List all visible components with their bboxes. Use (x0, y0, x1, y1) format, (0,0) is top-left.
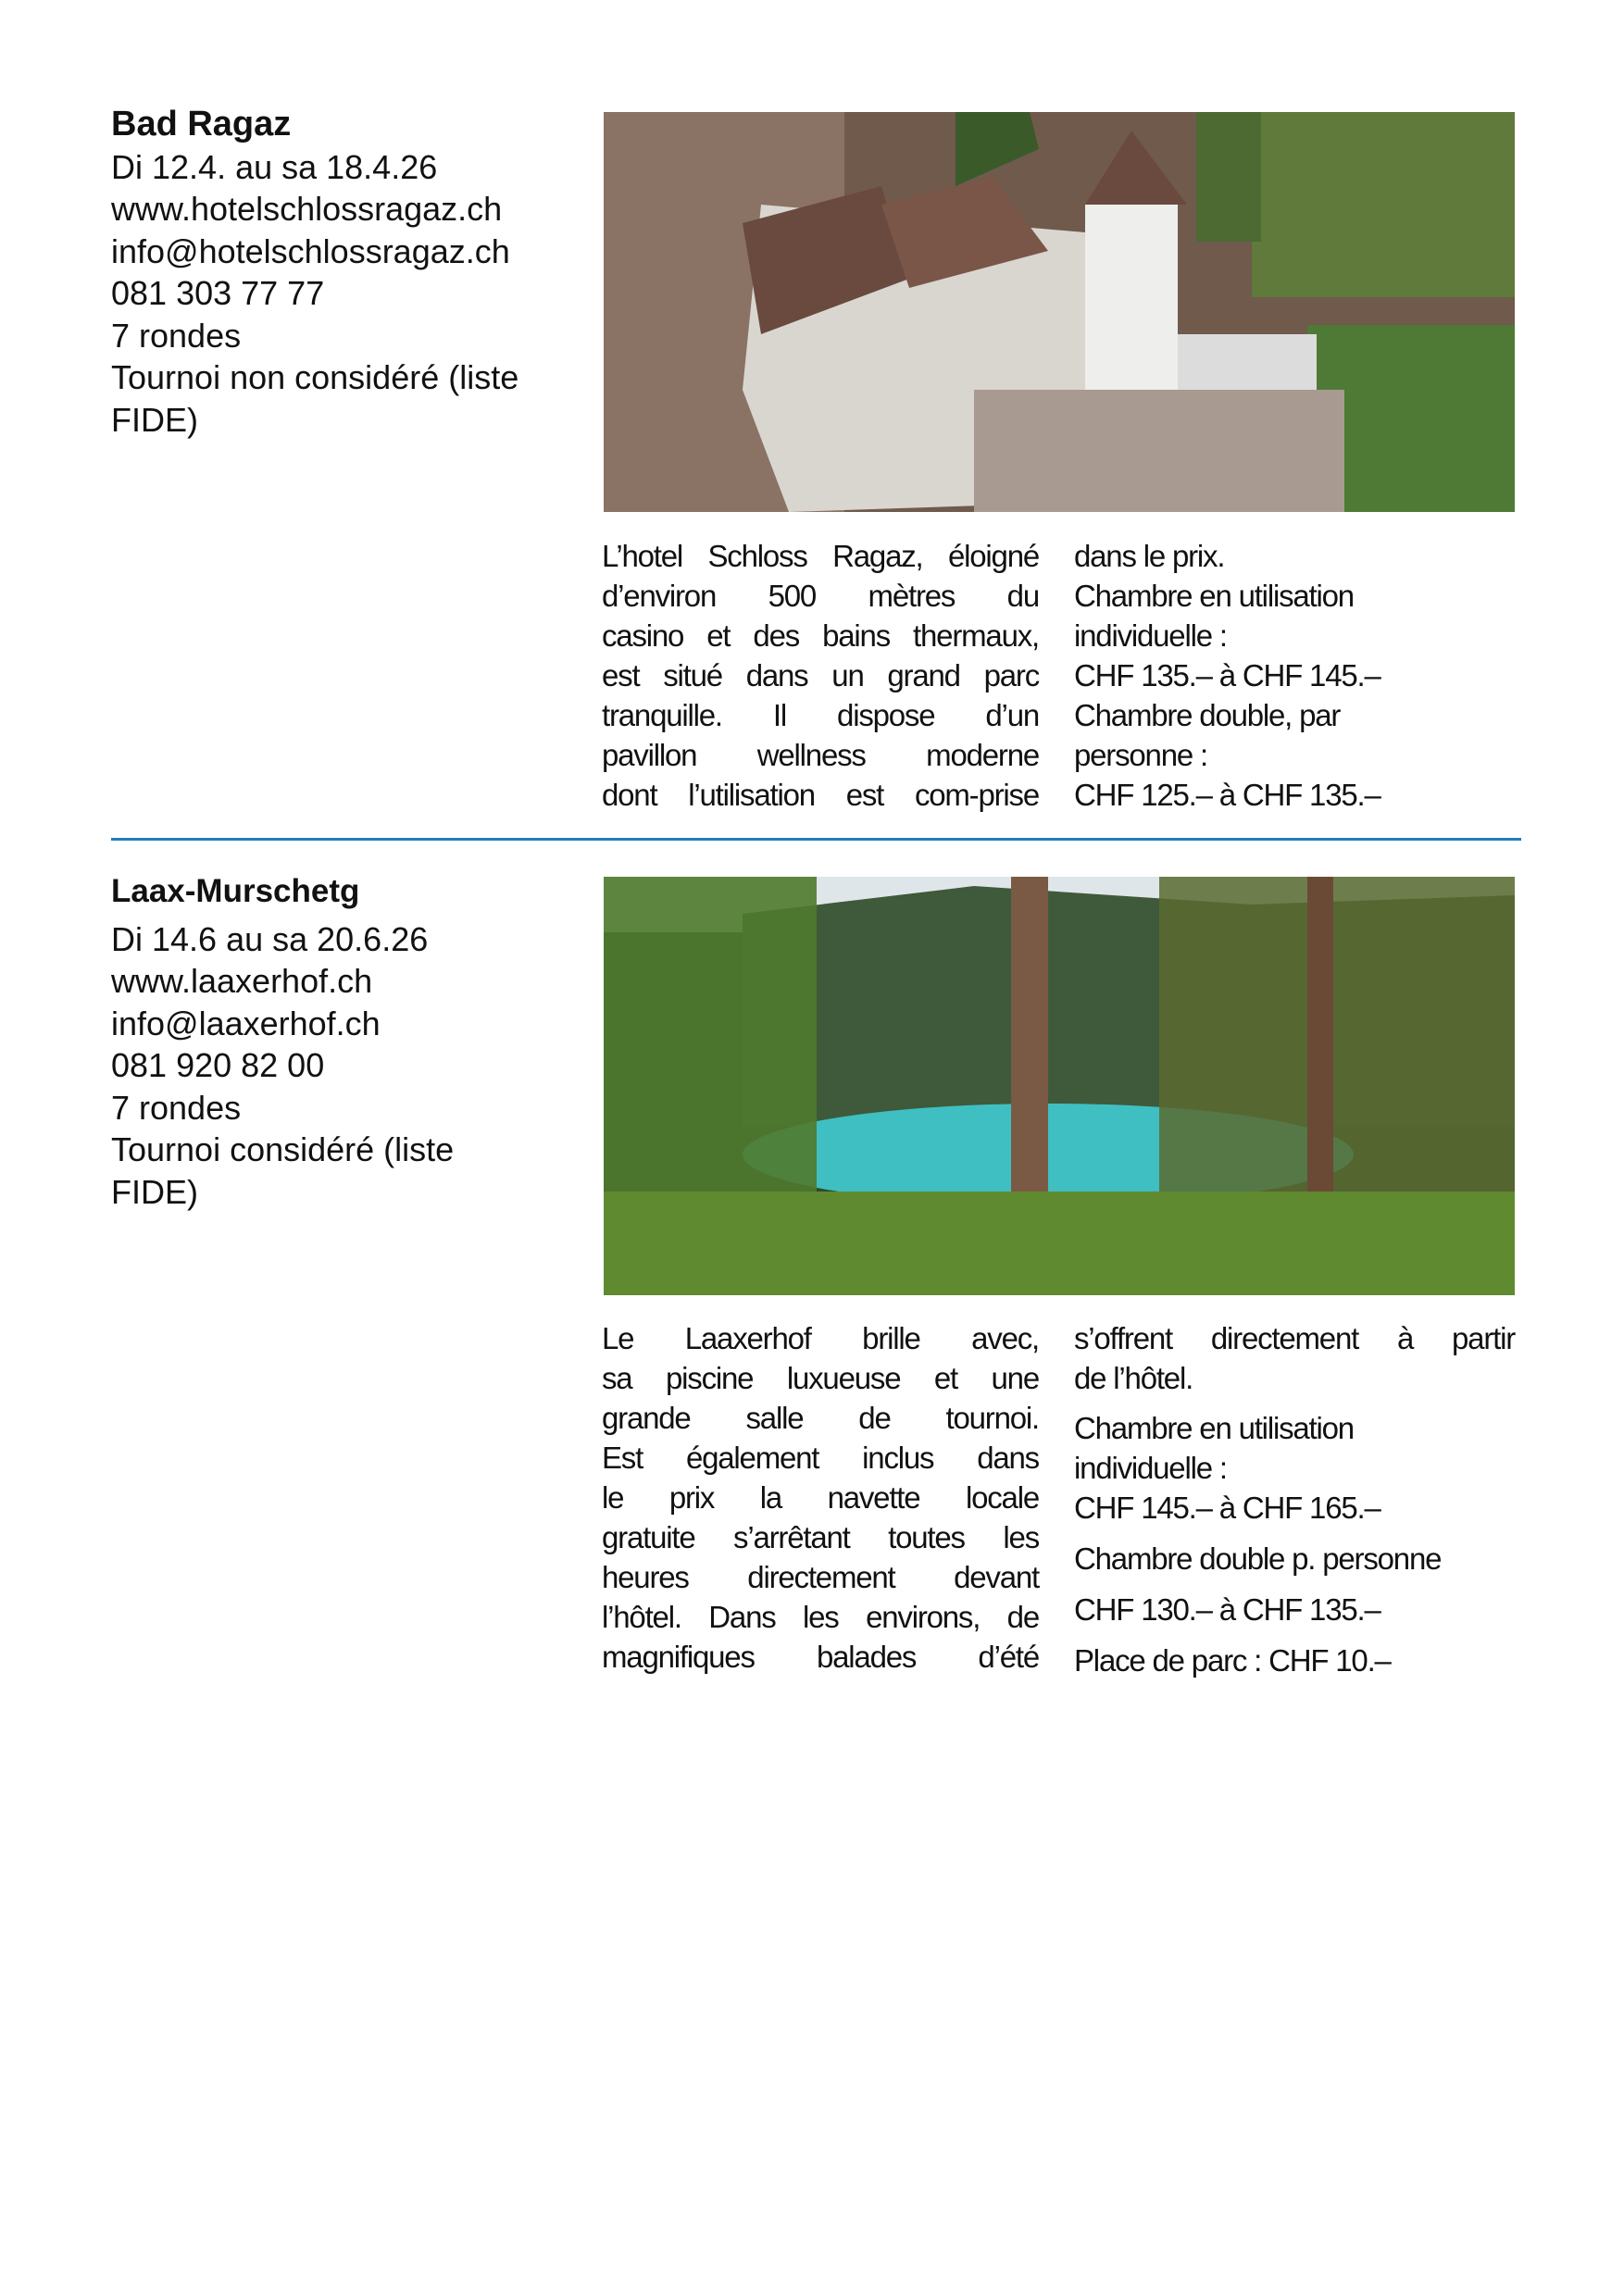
description-line: est situé dans un grand parc (602, 658, 1039, 693)
description-line: le prix la navette locale (602, 1480, 1039, 1515)
price-line: CHF 135.– à CHF 145.– (1074, 658, 1380, 693)
description-line: pavillon wellness moderne (602, 738, 1039, 772)
price-line: individuelle : (1074, 1451, 1227, 1485)
description-line: L’hotel Schloss Ragaz, éloigné (602, 539, 1039, 573)
price-line: Chambre en utilisation (1074, 579, 1354, 613)
laaxerhof-lake-photo (604, 877, 1515, 1295)
price-line: personne : (1074, 738, 1207, 772)
entry-rating: Tournoi non considéré (liste FIDE) (111, 358, 519, 439)
lake-image (604, 877, 1515, 1295)
entry-description (602, 536, 1039, 815)
entry-email[interactable]: info@laaxerhof.ch (111, 1004, 381, 1042)
description-line: casino et des bains thermaux, (602, 618, 1039, 653)
price-line: de l’hôtel. (1074, 1361, 1193, 1395)
price-line: dans le prix. (1074, 539, 1225, 573)
price-line: CHF 130.– à CHF 135.– (1074, 1592, 1380, 1627)
price-line: individuelle : (1074, 618, 1227, 653)
entry-email[interactable]: info@hotelschlossragaz.ch (111, 231, 510, 270)
entry-phone: 081 920 82 00 (111, 1046, 325, 1084)
description-line: Est également inclus dans (602, 1441, 1039, 1475)
entry-website[interactable]: www.hotelschlossragaz.ch (111, 190, 503, 228)
entry-title: Laax-Murschetg (111, 873, 360, 909)
entry-phone: 081 303 77 77 (111, 274, 325, 312)
entry-rating: Tournoi considéré (liste FIDE) (111, 1130, 455, 1211)
price-line: Place de parc : CHF 10.– (1074, 1643, 1391, 1678)
entry-description (602, 1318, 1039, 1677)
entry-prices (1074, 1318, 1518, 1680)
entry-rounds: 7 rondes (111, 316, 242, 355)
description-line: gratuite s’arrêtant toutes les (602, 1520, 1039, 1554)
price-line: Chambre double, par (1074, 698, 1341, 732)
entry-title: Bad Ragaz (111, 105, 292, 144)
price-line: Chambre en utilisation (1074, 1411, 1354, 1445)
description-line: tranquille. Il dispose d’un (602, 698, 1039, 732)
hotel-schloss-ragaz-photo (604, 112, 1515, 512)
description-line: magnifiques balades d’été (602, 1640, 1039, 1674)
entry-website[interactable]: www.laaxerhof.ch (111, 962, 373, 1000)
castle-image (604, 112, 1515, 512)
entry-prices (1074, 536, 1518, 815)
entry-rounds: 7 rondes (111, 1088, 242, 1127)
description-line: Le Laaxerhof brille avec, (602, 1321, 1039, 1355)
price-line: CHF 125.– à CHF 135.– (1074, 778, 1380, 812)
description-line: l’hôtel. Dans les environs, de (602, 1600, 1039, 1634)
description-line: heures directement devant (602, 1560, 1039, 1594)
entry-dates: Di 14.6 au sa 20.6.26 (111, 919, 429, 958)
price-line: CHF 145.– à CHF 165.– (1074, 1491, 1380, 1525)
price-line: s’offrent directement à partir (1074, 1321, 1515, 1355)
description-line: grande salle de tournoi. (602, 1401, 1039, 1435)
entry-dates: Di 12.4. au sa 18.4.26 (111, 147, 438, 186)
entry-laax-info (111, 870, 593, 1213)
entry-bad-ragaz-info (111, 104, 593, 441)
description-line: dont l’utilisation est com-prise (602, 778, 1039, 812)
section-divider (111, 838, 1521, 841)
price-line: Chambre double p. personne (1074, 1541, 1442, 1576)
description-line: sa piscine luxueuse et une (602, 1361, 1039, 1395)
description-line: d’environ 500 mètres du (602, 579, 1039, 613)
